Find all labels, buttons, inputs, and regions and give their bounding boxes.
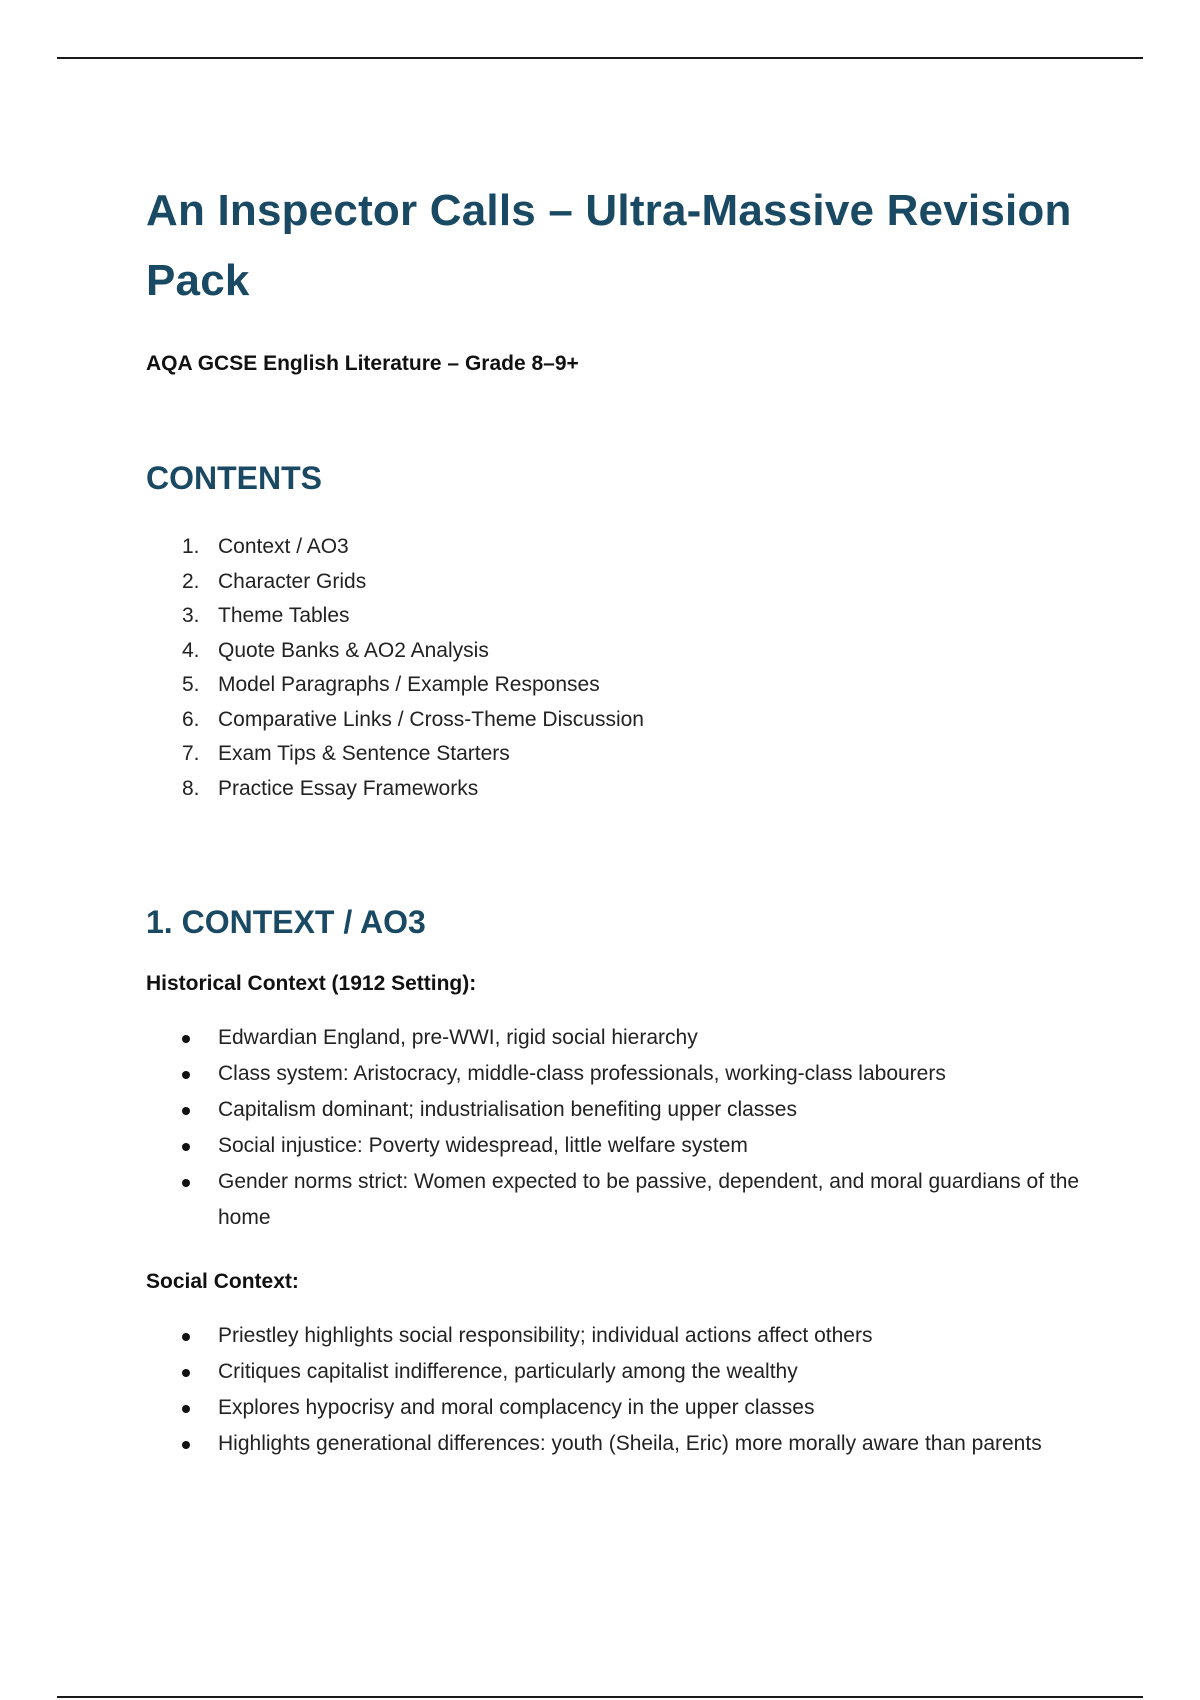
contents-item-label: Quote Banks & AO2 Analysis [218,638,489,662]
contents-item [146,772,1096,807]
list-item [146,1056,1096,1092]
bullet-icon [182,1369,190,1377]
contents-heading: CONTENTS [146,460,322,496]
list-item [146,1164,1096,1236]
list-item [146,1354,1096,1390]
bullet-icon [182,1071,190,1079]
document-body [146,176,1096,1462]
list-item-text: Capitalism dominant; industrialisation benefiting upper classes [218,1098,797,1121]
contents-item-label: Practice Essay Frameworks [218,776,479,800]
contents-item [146,565,1096,600]
bullet-icon [182,1179,190,1187]
top-rule [57,57,1143,59]
contents-item [146,530,1096,565]
list-item [146,1426,1096,1462]
bullet-icon [182,1405,190,1413]
social-context-list [146,1318,1096,1462]
bullet-icon [182,1035,190,1043]
list-item-text: Edwardian England, pre-WWI, rigid social hierarchy [218,1026,698,1049]
contents-item-number: 1. [182,535,200,558]
list-item-text: Critiques capitalist indifference, particularly among the wealthy [218,1360,798,1383]
list-item-text: Highlights generational differences: youth (Sheila, Eric) more morally aware than parents [218,1432,1042,1455]
historical-context-heading: Historical Context (1912 Setting): [146,972,477,995]
contents-item [146,668,1096,703]
contents-item-label: Theme Tables [218,604,350,627]
list-item [146,1092,1096,1128]
contents-item [146,599,1096,634]
document-title: An Inspector Calls – Ultra-Massive Revision Pack [146,186,1072,305]
contents-list [146,530,1096,806]
document-subtitle: AQA GCSE English Literature – Grade 8–9+ [146,352,579,375]
contents-item-number: 5. [182,673,200,696]
contents-item-number: 7. [182,742,200,765]
contents-item [146,703,1096,738]
list-item [146,1128,1096,1164]
list-item [146,1318,1096,1354]
contents-item-label: Context / AO3 [218,535,349,558]
list-item-text: Class system: Aristocracy, middle-class professionals, working-class labourers [218,1062,946,1085]
bottom-rule [57,1696,1143,1698]
section-heading-context: 1. CONTEXT / AO3 [146,904,426,940]
contents-item-label: Exam Tips & Sentence Starters [218,742,510,765]
contents-item-label: Character Grids [218,569,367,593]
list-item [146,1390,1096,1426]
contents-item [146,737,1096,772]
bullet-icon [182,1333,190,1341]
contents-item-label: Model Paragraphs / Example Responses [218,673,600,696]
bullet-icon [182,1143,190,1151]
list-item [146,1020,1096,1056]
list-item-text: Explores hypocrisy and moral complacency in the upper classes [218,1396,815,1419]
social-context-heading: Social Context: [146,1270,299,1293]
list-item-text: Gender norms strict: Women expected to be passive, dependent, and moral guardians of the home [218,1170,1080,1229]
contents-item-number: 6. [182,707,200,731]
contents-item-number: 2. [182,569,200,593]
bullet-icon [182,1107,190,1115]
list-item-text: Social injustice: Poverty widespread, little welfare system [218,1134,748,1157]
historical-context-list [146,1020,1096,1236]
contents-item-number: 3. [182,604,200,627]
contents-item-number: 8. [182,776,200,800]
contents-item [146,634,1096,669]
contents-item-number: 4. [182,638,200,662]
bullet-icon [182,1441,190,1449]
contents-item-label: Comparative Links / Cross-Theme Discussion [218,707,644,731]
list-item-text: Priestley highlights social responsibility; individual actions affect others [218,1324,873,1347]
